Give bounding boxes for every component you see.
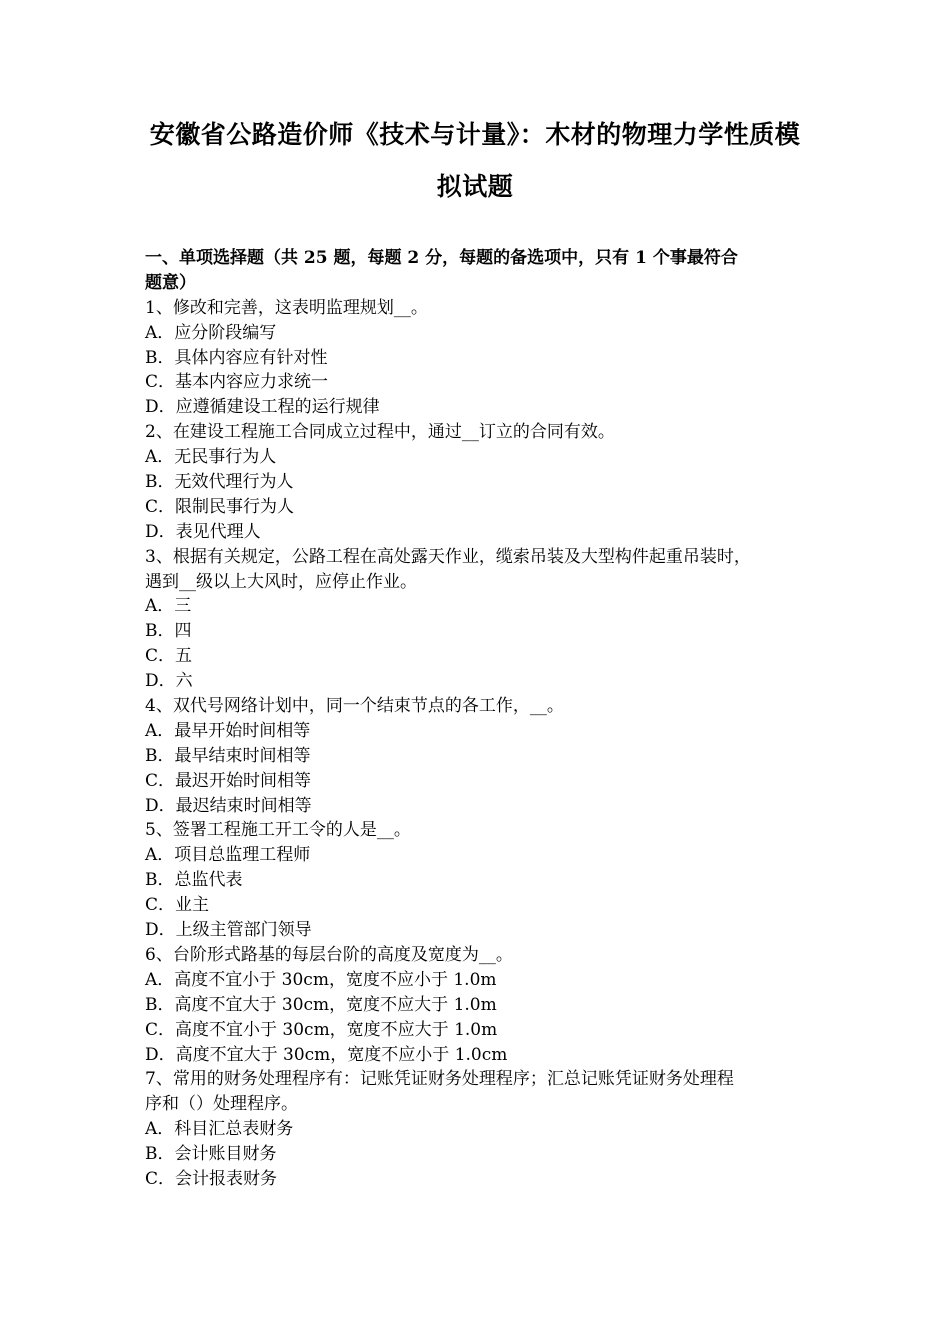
option-c: C．基本内容应力求统一	[145, 372, 329, 393]
question-stem: 1、修改和完善，这表明监理规划__。	[145, 297, 428, 318]
option-a: A．无民事行为人	[145, 447, 277, 468]
option-b: B．总监代表	[145, 870, 243, 891]
option-d: D．高度不宜大于 30cm，宽度不应小于 1.0cm	[145, 1044, 508, 1065]
question-4	[145, 694, 810, 818]
option-b: B．会计账目财务	[145, 1144, 277, 1165]
question-stem-continued: 遇到__级以上大风时，应停止作业。	[145, 571, 417, 592]
option-a: A．三	[145, 596, 192, 617]
option-c: C．高度不宜小于 30cm，宽度不应大于 1.0m	[145, 1019, 498, 1040]
option-b: B．无效代理行为人	[145, 472, 294, 493]
question-7	[145, 1067, 810, 1191]
option-c: C．五	[145, 646, 193, 667]
option-a: A．应分阶段编写	[145, 322, 277, 343]
option-a: A．科目汇总表财务	[145, 1119, 294, 1140]
option-b: B．高度不宜大于 30cm，宽度不应大于 1.0m	[145, 994, 497, 1015]
question-stem: 5、签署工程施工开工令的人是__。	[145, 820, 411, 841]
question-stem: 7、常用的财务处理程序有：记账凭证财务处理程序；汇总记账凭证财务处理程	[145, 1069, 734, 1090]
option-b: B．四	[145, 621, 192, 642]
document-title-line-2: 拟试题	[436, 172, 514, 201]
option-b: B．最早结束时间相等	[145, 745, 311, 766]
question-stem: 3、根据有关规定，公路工程在高处露天作业，缆索吊装及大型构件起重吊装时，	[145, 546, 751, 567]
question-stem-continued: 序和（）处理程序。	[145, 1094, 298, 1115]
question-2	[145, 420, 810, 544]
section-heading-line-1: 一、单项选择题（共 25 题，每题 2 分，每题的备选项中，只有 1 个事最符合	[145, 248, 738, 268]
option-c: C．最迟开始时间相等	[145, 770, 312, 791]
question-3	[145, 545, 810, 694]
option-a: A．高度不宜小于 30cm，宽度不应小于 1.0m	[145, 969, 497, 990]
document-title-line-1: 安徽省公路造价师《技术与计量》：木材的物理力学性质模	[149, 120, 801, 149]
question-1	[145, 296, 810, 420]
section-heading-line-2: 题意）	[145, 272, 196, 293]
question-stem: 6、台阶形式路基的每层台阶的高度及宽度为__。	[145, 944, 513, 965]
question-5	[145, 818, 810, 942]
option-d: D．表见代理人	[145, 521, 261, 542]
single-choice-section	[145, 246, 810, 1192]
question-6	[145, 943, 810, 1067]
option-d: D．应遵循建设工程的运行规律	[145, 397, 380, 418]
option-c: C．业主	[145, 895, 210, 916]
option-d: D．最迟结束时间相等	[145, 795, 312, 816]
question-stem: 4、双代号网络计划中，同一个结束节点的各工作，__。	[145, 696, 564, 717]
option-c: C．限制民事行为人	[145, 496, 295, 517]
option-d: D．上级主管部门领导	[145, 920, 312, 941]
option-a: A．最早开始时间相等	[145, 720, 311, 741]
option-b: B．具体内容应有针对性	[145, 347, 328, 368]
option-c: C．会计报表财务	[145, 1168, 278, 1189]
option-d: D．六	[145, 671, 193, 692]
question-stem: 2、在建设工程施工合同成立过程中，通过__订立的合同有效。	[145, 422, 615, 443]
option-a: A．项目总监理工程师	[145, 845, 311, 866]
